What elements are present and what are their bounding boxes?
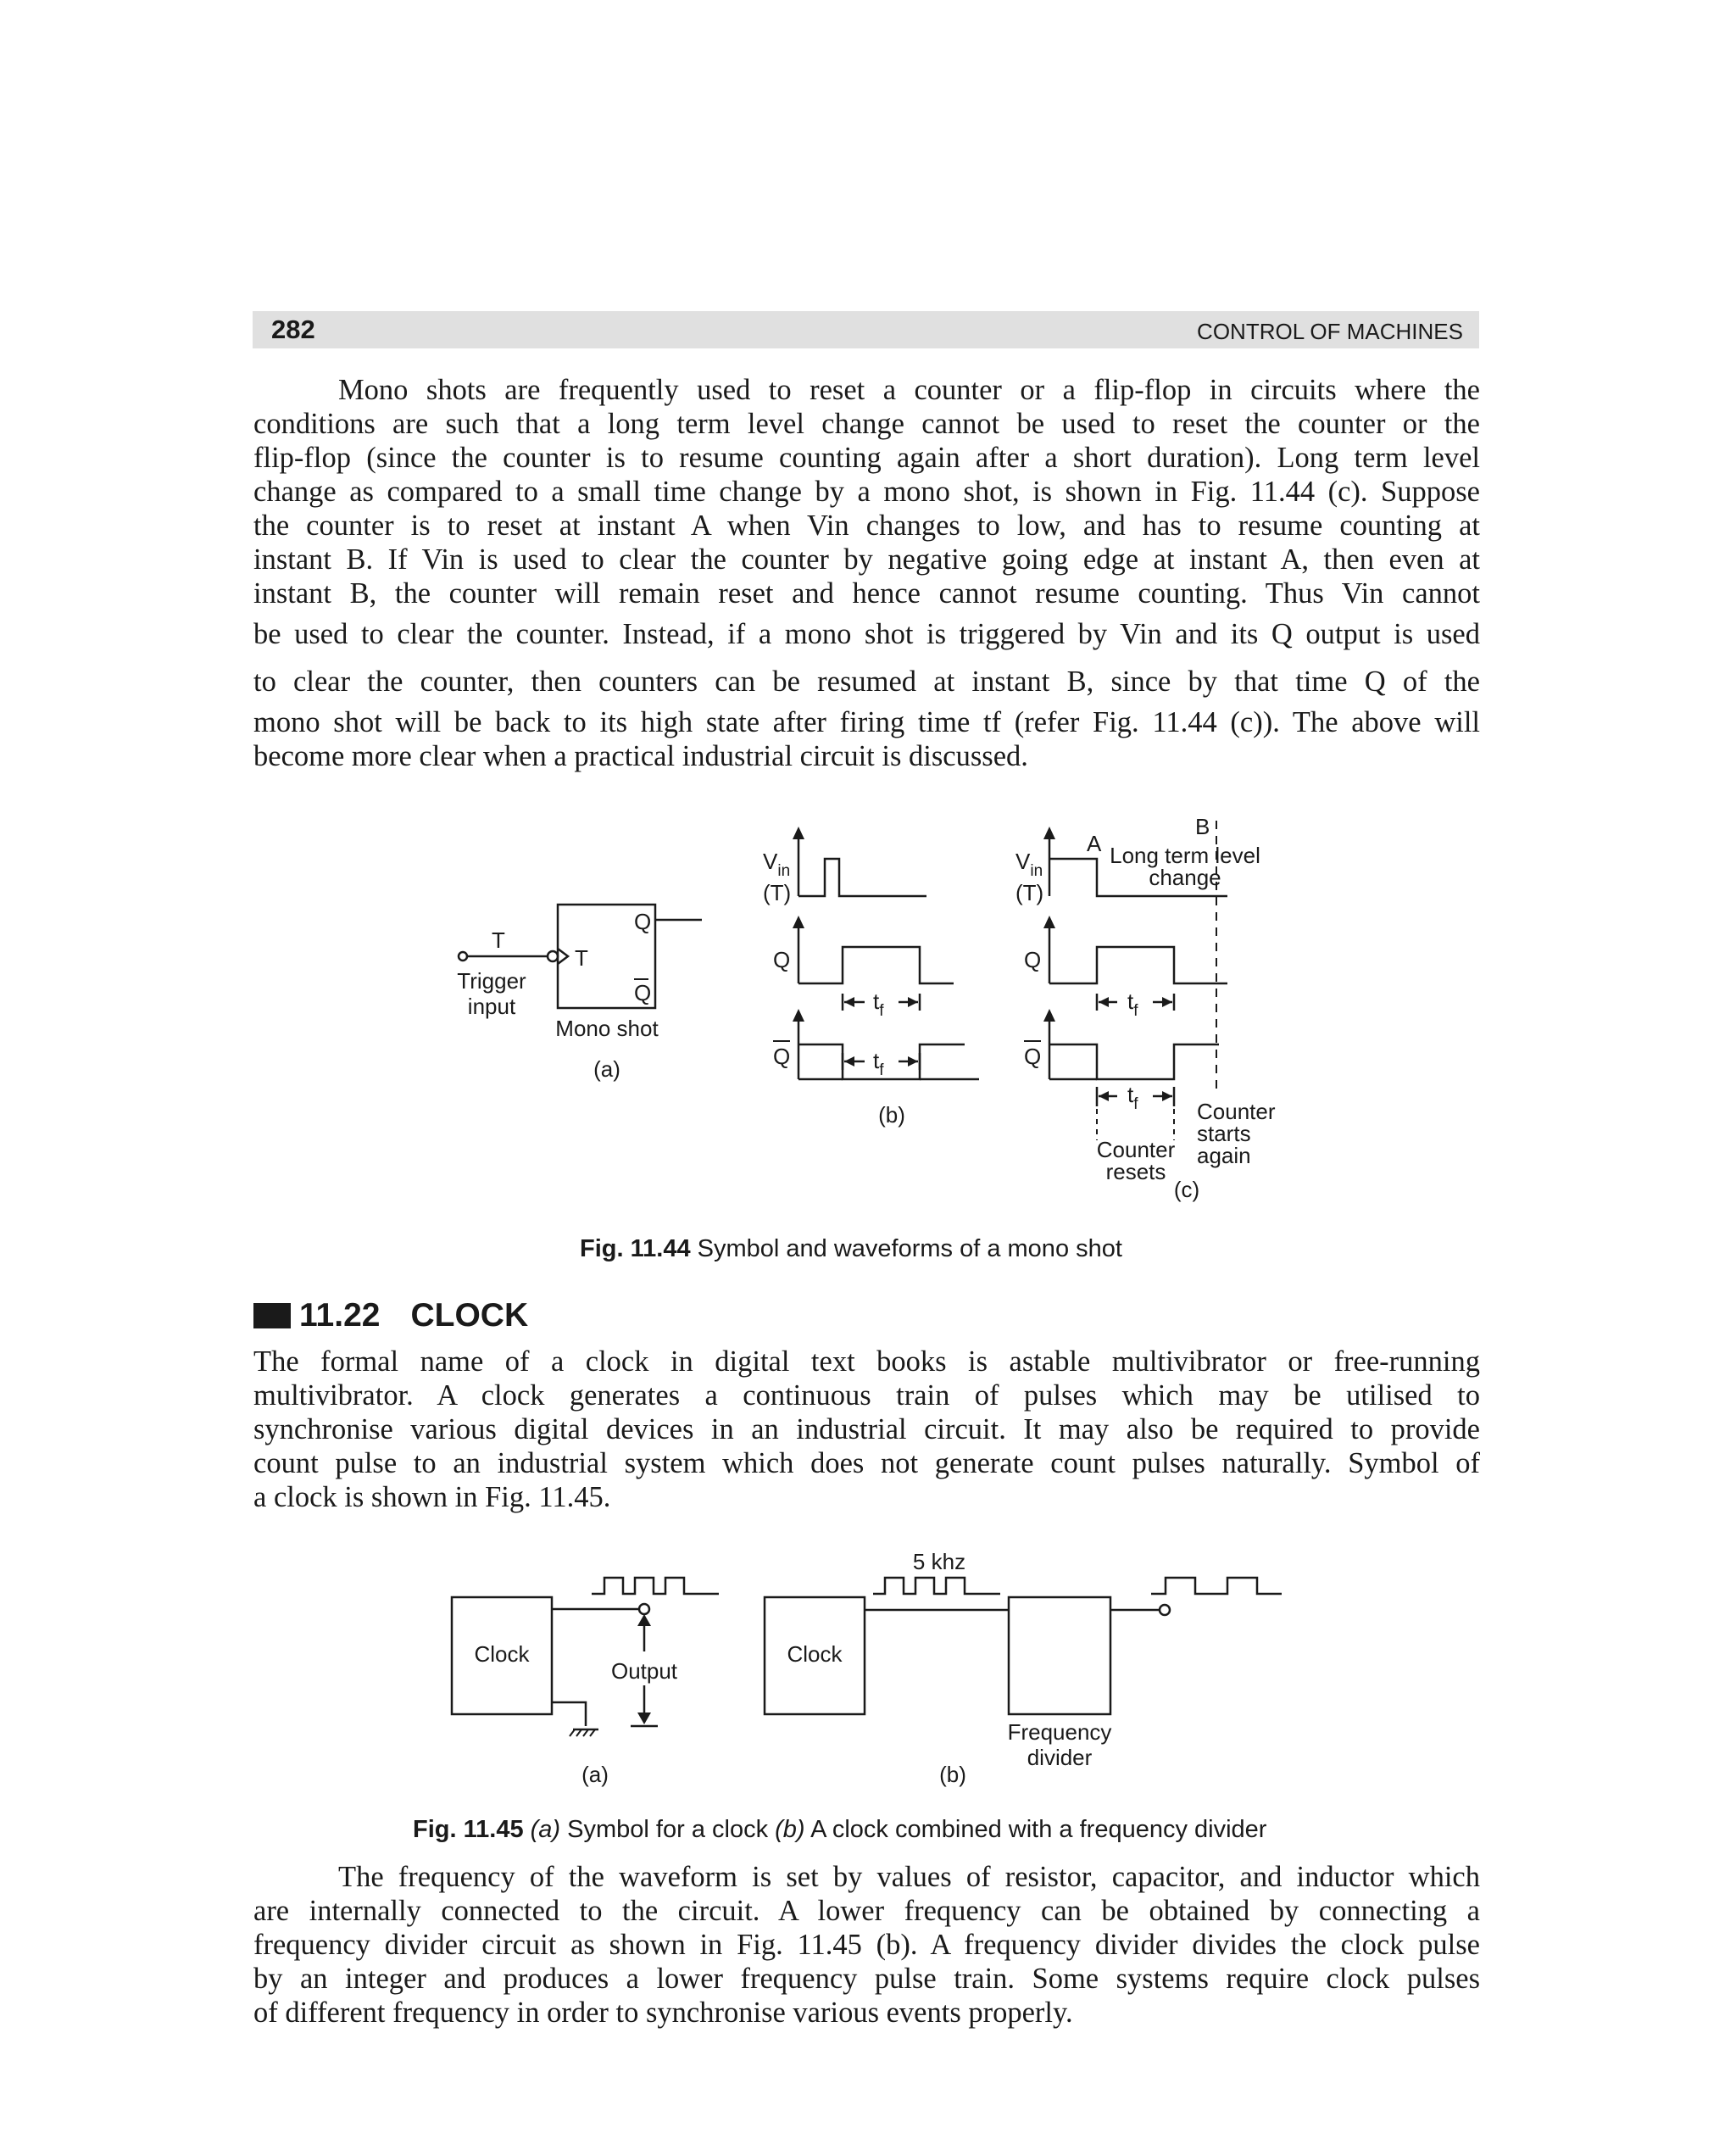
fig-11-45-caption-b: (b) [775, 1816, 805, 1843]
fig-11-44-caption [580, 1234, 1122, 1264]
mono-shot-label: Mono shot [555, 1016, 659, 1041]
fig-11-44-c-sublabel: (c) [1173, 1177, 1200, 1202]
q-label-c: Q [1024, 947, 1042, 972]
page-number: 282 [271, 315, 315, 344]
fig-11-44-b-sublabel: (b) [878, 1102, 905, 1128]
vin-t-label-c: (T) [1015, 880, 1044, 905]
clock-block-label-a: Clock [474, 1641, 530, 1667]
paragraph-line: The frequency of the waveform is set by values of resistor, capacitor, and inductor which [338, 1861, 1480, 1893]
paragraph-line: multivibrator. A clock generates a continuous train of pulses which may be utilised to [253, 1379, 1480, 1412]
qbar-label-b: Q [773, 1044, 791, 1069]
trigger-pin-label: T [492, 927, 505, 953]
fig-11-44-caption-number: Fig. 11.44 [580, 1235, 691, 1262]
counter-starts-label-1: Counter [1197, 1099, 1276, 1124]
vin-label-b: $V_{in}$ [763, 849, 791, 880]
paragraph-line: conditions are such that a long term level change cannot be used to reset the counter or the [253, 408, 1480, 440]
paragraph-line: flip-flop (since the counter is to resume counting again after a short duration). Long term level [253, 442, 1480, 474]
counter-starts-label-3: again [1197, 1143, 1251, 1168]
tf-label-b-q: $t_f$ [873, 989, 884, 1020]
paragraph-line: instant B, the counter will remain reset and hence cannot resume counting. Thus Vin cannot [253, 577, 1480, 610]
instant-a-label: A [1087, 831, 1102, 856]
fig-11-44-caption-text: Symbol and waveforms of a mono shot [697, 1235, 1122, 1262]
instant-b-label: B [1195, 814, 1210, 839]
paragraph-line: are internally connected to the circuit. A lower frequency can be obtained by connecting a [253, 1895, 1480, 1927]
section-heading [253, 1297, 528, 1334]
fig-11-45-caption [413, 1814, 1266, 1845]
paragraph-line: of different frequency in order to synchronise various events properly. [253, 1997, 1073, 2029]
paragraph-line: count pulse to an industrial system which does not generate count pulses naturally. Symbol of [253, 1447, 1480, 1479]
qbar-output-label: Q [634, 980, 652, 1005]
fig-11-44-a-sublabel: (a) [593, 1056, 620, 1082]
q-output-label: Q [634, 909, 652, 934]
paragraph-line: The formal name of a clock in digital text books is astable multivibrator or free-running [253, 1345, 1480, 1378]
clock-pin-label: T [575, 945, 588, 971]
divider-label-2: divider [1027, 1745, 1093, 1770]
long-term-label-2: change [1149, 865, 1221, 890]
fig-11-45-a-sublabel: (a) [581, 1762, 609, 1787]
closing-paragraph [253, 1860, 1480, 2030]
section-marker-icon [253, 1303, 291, 1328]
paragraph-line: frequency divider circuit as shown in Fig. 11.45 (b). A frequency divider divides the clock pulse [253, 1929, 1480, 1961]
vin-t-label-b: (T) [763, 880, 792, 905]
long-term-label-1: Long term level [1110, 843, 1260, 868]
tf-label-c-qbar: $t_f$ [1127, 1082, 1138, 1113]
fig-11-45-caption-a: (a) [530, 1816, 561, 1843]
fig-11-45-b-sublabel: (b) [939, 1762, 966, 1787]
paragraph-line: be used to clear the counter. Instead, if a mono shot is triggered by Vin and its Q output is used [253, 618, 1480, 650]
paragraph-line: change as compared to a small time change by a mono shot, is shown in Fig. 11.44 (c). Suppose [253, 476, 1480, 508]
section-title: CLOCK [410, 1297, 529, 1334]
fig-11-45-caption-b-text: A clock combined with a frequency divider [810, 1816, 1267, 1843]
paragraph-line: to clear the counter, then counters can be resumed at instant B, since by that time Q of the [253, 666, 1480, 698]
running-title: CONTROL OF MACHINES [1197, 319, 1463, 344]
paragraph-line: a clock is shown in Fig. 11.45. [253, 1481, 611, 1513]
intro-paragraph [253, 373, 1480, 773]
fig-11-45-caption-a-text: Symbol for a clock [567, 1816, 769, 1843]
counter-resets-label-1: Counter [1096, 1137, 1176, 1162]
output-label: Output [610, 1658, 678, 1684]
q-label-b: Q [773, 947, 791, 972]
fig-11-45-caption-number: Fig. 11.45 [413, 1816, 524, 1843]
counter-starts-label-2: starts [1197, 1121, 1251, 1146]
vin-label-c: $V_{in}$ [1015, 849, 1043, 880]
section-number: 11.22 [299, 1297, 381, 1334]
trigger-label-2: input [467, 994, 516, 1019]
clock-paragraph [253, 1345, 1480, 1514]
figure-11-44 [441, 805, 1339, 1212]
paragraph-line: Mono shots are frequently used to reset a counter or a flip-flop in circuits where the [338, 374, 1480, 406]
tf-label-c-q: $t_f$ [1127, 989, 1138, 1020]
trigger-label-1: Trigger [457, 968, 526, 994]
paragraph-line: become more clear when a practical industrial circuit is discussed. [253, 740, 1028, 772]
figure-11-45 [441, 1543, 1305, 1789]
tf-label-b-qbar: $t_f$ [873, 1048, 884, 1079]
divider-label-1: Frequency [1007, 1719, 1112, 1745]
paragraph-line: mono shot will be back to its high state after firing time tf (refer Fig. 11.44 (c)). The above will [253, 706, 1480, 738]
qbar-label-c: Q [1024, 1044, 1042, 1069]
paragraph-line: instant B. If Vin is used to clear the counter by negative going edge at instant A, then even at [253, 543, 1480, 576]
frequency-label: 5 khz [912, 1549, 966, 1574]
clock-block-label-b: Clock [787, 1641, 843, 1667]
paragraph-line: the counter is to reset at instant A when Vin changes to low, and has to resume counting at [253, 510, 1480, 542]
paragraph-line: by an integer and produces a lower frequency pulse train. Some systems require clock pulses [253, 1963, 1480, 1995]
counter-resets-label-2: resets [1105, 1159, 1166, 1184]
paragraph-line: synchronise various digital devices in an industrial circuit. It may also be required to provide [253, 1413, 1480, 1445]
